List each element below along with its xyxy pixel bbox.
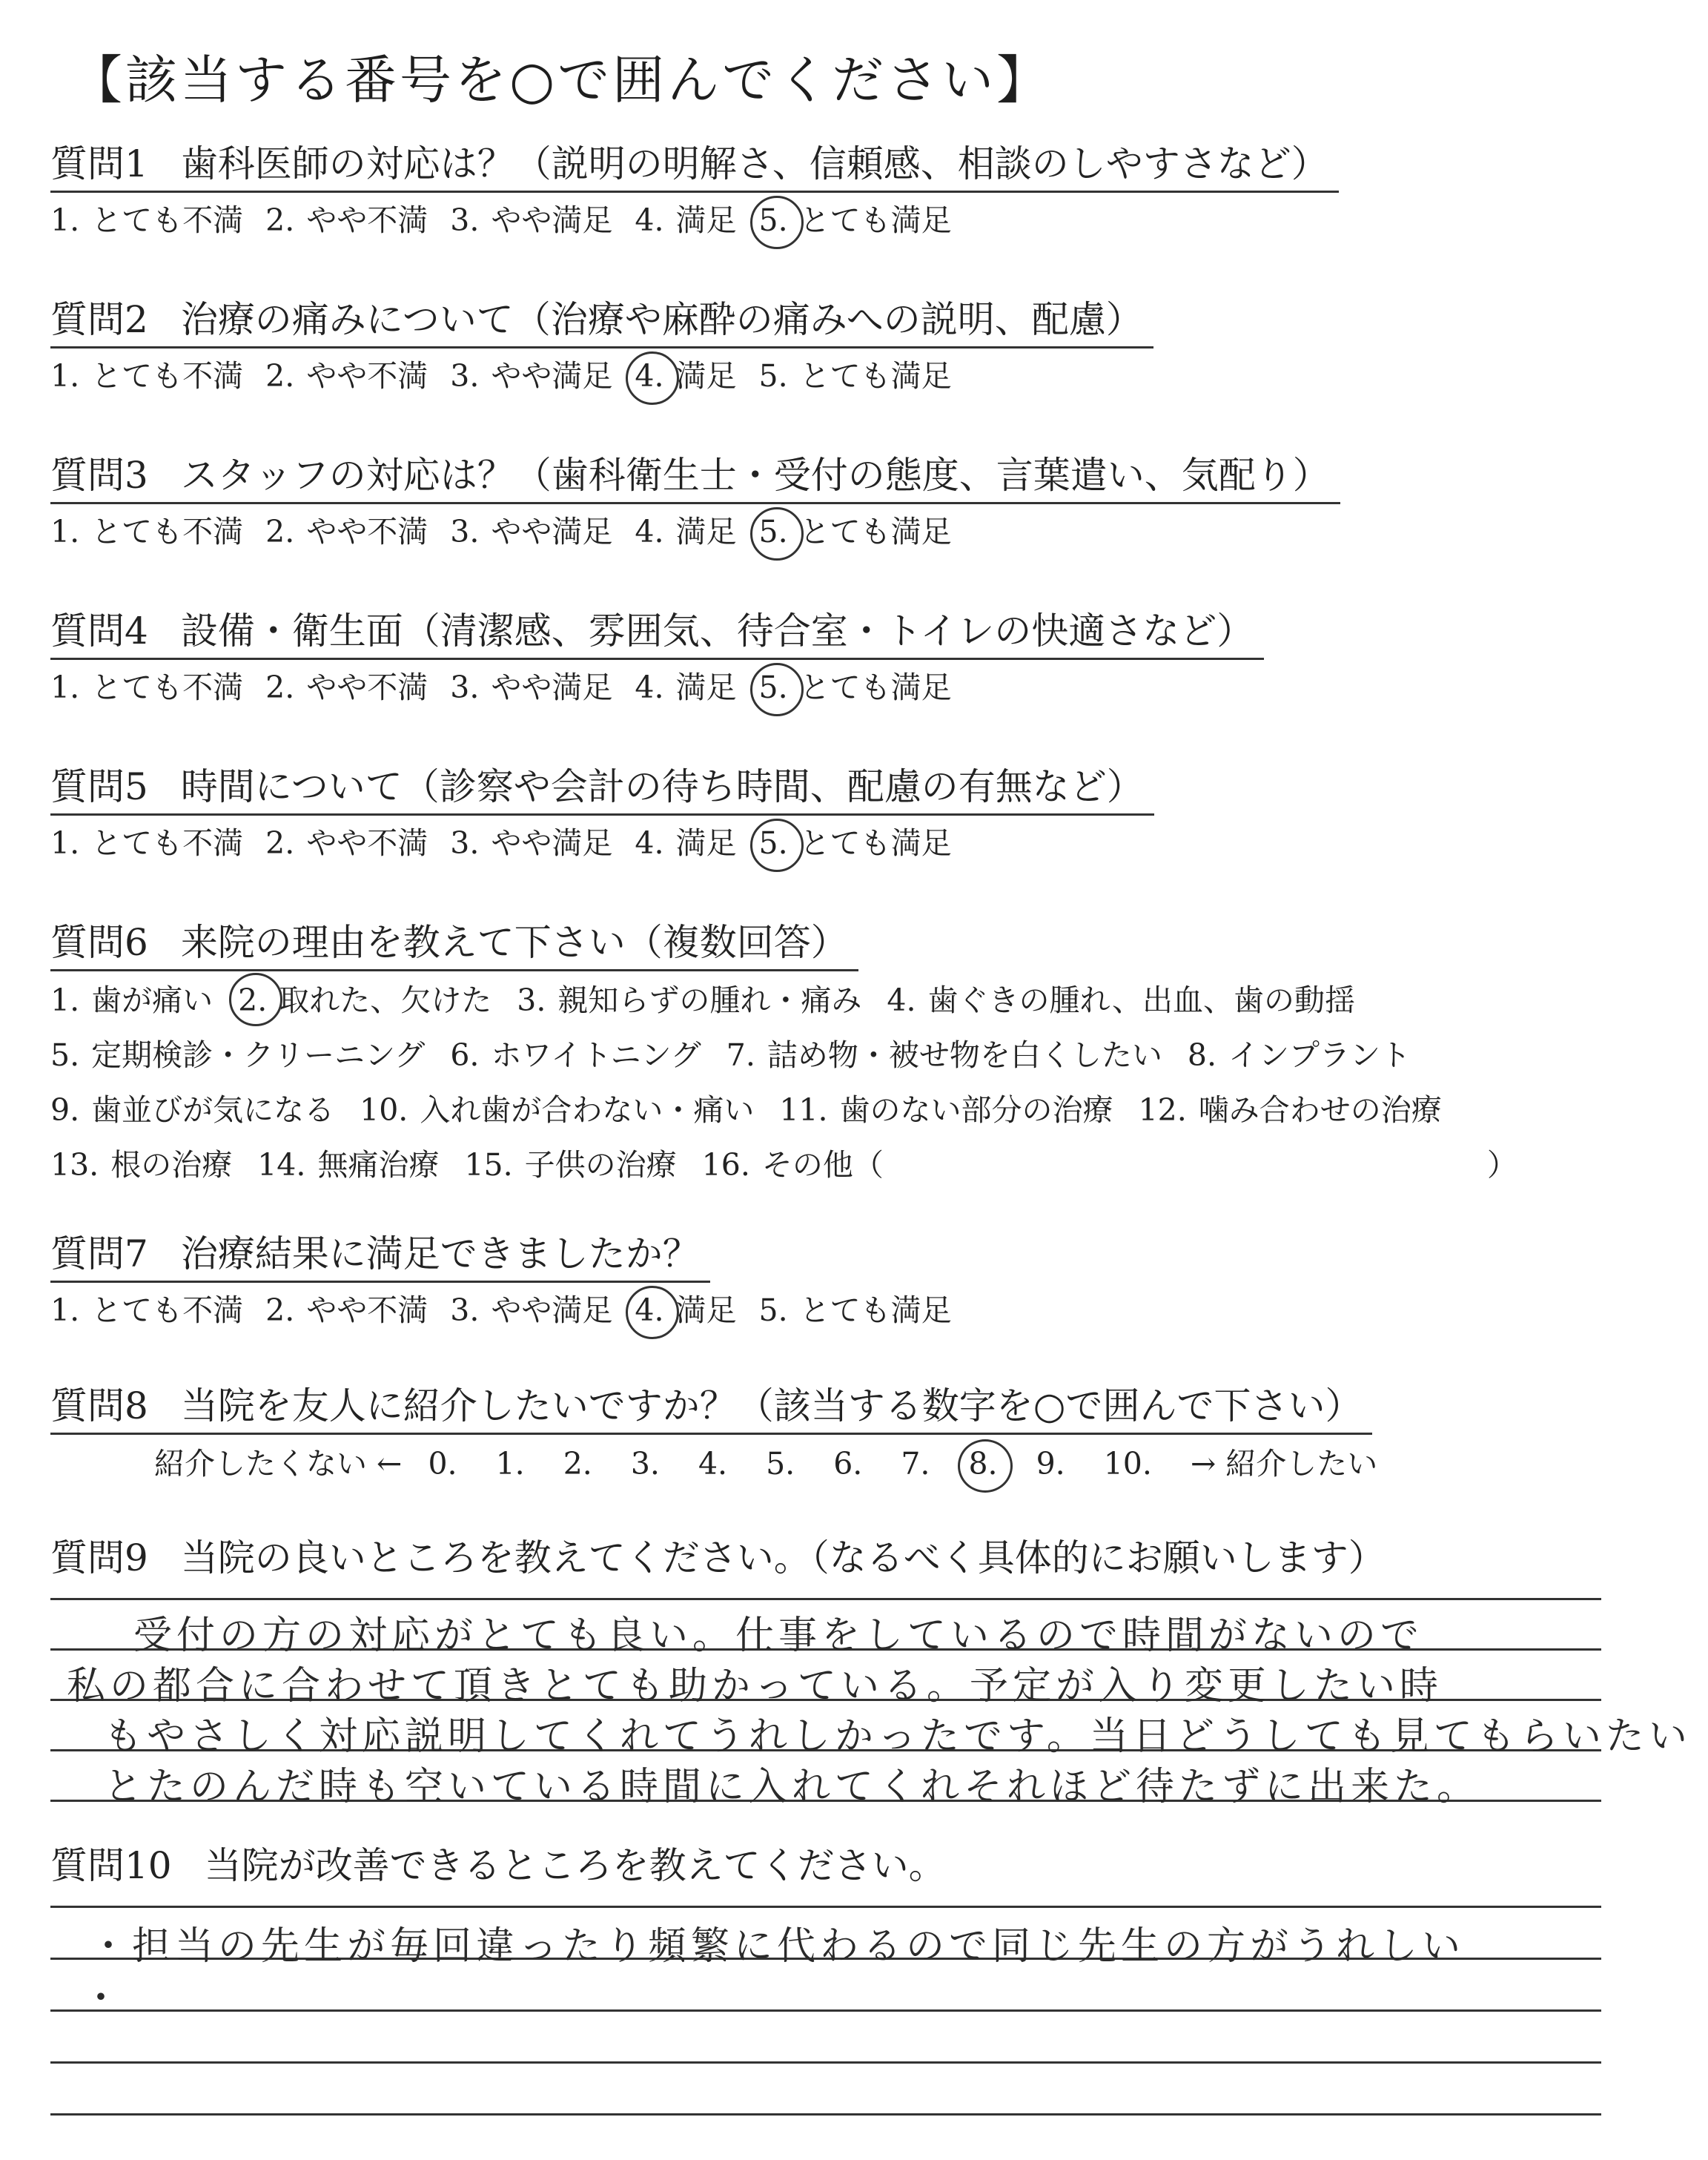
option-number: 3. — [450, 670, 480, 705]
option-label: やや不満 — [306, 825, 428, 861]
reason-option[interactable] — [50, 1029, 425, 1081]
question-number: 質問5 — [50, 765, 148, 808]
option-number: 2. — [238, 982, 268, 1018]
option-number: 1. — [50, 514, 80, 549]
option-number: 11. — [779, 1092, 828, 1128]
scale-value[interactable]: 10. — [1103, 1446, 1152, 1482]
q9-answer-line: 受付の方の対応がとても良い。仕事をしているので時間がないので — [133, 1614, 1424, 1658]
reason-row — [50, 1139, 1517, 1191]
option-number: 3. — [450, 202, 480, 238]
q9-answer-line: とたのんだ時も空いている時間に入れてくれそれほど待たずに出来た。 — [104, 1765, 1480, 1809]
question-5-heading — [50, 760, 1154, 816]
question-10 — [50, 1839, 956, 1892]
question-1 — [50, 137, 1339, 243]
rating-option[interactable] — [450, 197, 612, 243]
option-number: 5. — [758, 825, 788, 861]
reason-option[interactable] — [1188, 1029, 1411, 1081]
question-number: 質問10 — [50, 1844, 172, 1887]
option-label: やや満足 — [491, 358, 613, 394]
reason-row — [50, 974, 1517, 1026]
question-number: 質問9 — [50, 1536, 148, 1579]
option-label: 満足 — [675, 825, 737, 861]
option-number: 5. — [758, 670, 788, 705]
question-2-options — [50, 353, 1153, 399]
option-number: 1. — [50, 358, 80, 394]
q9-answer-line: 私の都合に合わせて頂きとても助かっている。予定が入り変更したい時 — [67, 1664, 1443, 1708]
question-10-heading — [50, 1839, 956, 1892]
option-label: 満足 — [675, 514, 737, 549]
rating-option[interactable] — [635, 509, 736, 555]
option-number: 5. — [758, 358, 788, 394]
question-text: 当院を友人に紹介したいですか？（該当する数字を○で囲んで下さい） — [180, 1384, 1363, 1427]
question-5-options — [50, 820, 1154, 866]
question-7 — [50, 1227, 974, 1333]
question-text: 設備・衛生面（清潔感、雰囲気、待合室・トイレの快適さなど） — [180, 610, 1254, 653]
q10-answer-line: ・ — [82, 1976, 125, 2021]
option-number: 9. — [50, 1092, 80, 1128]
scale-value[interactable]: 4. — [698, 1446, 728, 1482]
reason-row — [50, 1084, 1517, 1136]
option-number: 2. — [265, 670, 295, 705]
rating-option[interactable] — [759, 353, 952, 399]
question-4-options — [50, 664, 1264, 710]
rating-option[interactable] — [635, 353, 736, 399]
option-label: やや不満 — [306, 1292, 428, 1328]
option-label: 満足 — [675, 202, 737, 238]
question-number: 質問1 — [50, 142, 148, 185]
option-label: やや満足 — [491, 1292, 613, 1328]
option-label: ホワイトニング — [491, 1037, 701, 1073]
option-number: 14. — [257, 1147, 306, 1183]
option-number: 1. — [50, 670, 80, 705]
reason-option[interactable] — [360, 1084, 754, 1136]
rating-option[interactable] — [50, 1287, 243, 1333]
reason-option[interactable] — [517, 974, 861, 1026]
question-9-heading — [50, 1531, 1396, 1585]
option-label: やや不満 — [306, 670, 428, 705]
option-number: 12. — [1138, 1092, 1187, 1128]
question-text: 治療結果に満足できましたか？ — [180, 1232, 700, 1275]
option-number: 2. — [265, 1292, 295, 1328]
question-number: 質問4 — [50, 610, 148, 653]
question-4 — [50, 604, 1264, 710]
reason-option[interactable] — [238, 974, 491, 1026]
question-3-heading — [50, 449, 1340, 504]
option-label: 親知らずの腫れ・痛み — [557, 982, 862, 1018]
reason-option[interactable] — [779, 1084, 1113, 1136]
question-2-heading — [50, 293, 1153, 349]
option-number: 4. — [635, 358, 664, 394]
option-label: やや満足 — [491, 514, 613, 549]
option-number: 15. — [464, 1147, 513, 1183]
rating-option[interactable] — [759, 509, 952, 555]
question-3-options — [50, 509, 1340, 555]
option-label: とても不満 — [91, 358, 244, 394]
option-number: 2. — [265, 202, 295, 238]
reason-option[interactable] — [450, 1029, 701, 1081]
option-label: 歯並びが気になる — [91, 1092, 335, 1128]
recommend-scale — [154, 1441, 1377, 1487]
option-number: 1. — [50, 202, 80, 238]
reason-option[interactable] — [464, 1139, 676, 1191]
question-3 — [50, 449, 1340, 555]
question-6-heading — [50, 916, 858, 971]
option-number: 8. — [1187, 1037, 1217, 1073]
option-label: とても満足 — [799, 670, 952, 705]
scale-value[interactable]: 0. — [428, 1446, 457, 1482]
option-label: 定期検診・クリーニング — [91, 1037, 426, 1073]
rating-option[interactable] — [635, 820, 736, 866]
option-number: 10. — [360, 1092, 408, 1128]
question-text: 歯科医師の対応は？（説明の明解さ、信頼感、相談のしやすさなど） — [180, 142, 1328, 185]
option-label: やや不満 — [306, 358, 428, 394]
scale-value[interactable]: 8. — [968, 1441, 997, 1487]
rating-option[interactable] — [450, 509, 612, 555]
option-label: 満足 — [675, 1292, 737, 1328]
page-title: 【該当する番号を○で囲んでください】 — [70, 50, 1052, 110]
rating-option[interactable] — [265, 1287, 428, 1333]
rating-option[interactable] — [50, 353, 243, 399]
scale-value[interactable]: 7. — [901, 1446, 930, 1482]
option-label: 根の治療 — [110, 1147, 233, 1183]
reason-option[interactable] — [887, 974, 1355, 1026]
question-number: 質問6 — [50, 921, 148, 964]
rating-option[interactable] — [635, 1287, 736, 1333]
rating-option[interactable] — [265, 664, 428, 710]
option-label: とても満足 — [799, 825, 952, 861]
scale-value[interactable]: 9. — [1036, 1446, 1065, 1482]
option-number: 5. — [50, 1037, 80, 1073]
option-number: 4. — [635, 514, 664, 549]
reason-option[interactable] — [50, 1139, 232, 1191]
option-label: とても満足 — [799, 358, 952, 394]
question-number: 質問3 — [50, 454, 148, 497]
option-number: 5. — [758, 1292, 788, 1328]
rating-option[interactable] — [759, 197, 952, 243]
question-8-heading — [50, 1379, 1372, 1435]
question-1-options — [50, 197, 1339, 243]
q9-answer-line: もやさしく対応説明してくれてうれしかったです。当日どうしても見てもらいたい — [104, 1714, 1692, 1759]
option-label: とても不満 — [91, 825, 244, 861]
option-label: 満足 — [675, 358, 737, 394]
option-number: 5. — [758, 202, 788, 238]
scale-value[interactable]: 5. — [766, 1446, 795, 1482]
rating-option[interactable] — [50, 197, 243, 243]
rating-option[interactable] — [635, 197, 736, 243]
rating-option[interactable] — [450, 1287, 612, 1333]
option-number: 1. — [50, 825, 80, 861]
option-label: とても不満 — [91, 202, 244, 238]
option-number: 6. — [450, 1037, 480, 1073]
rating-option[interactable] — [50, 509, 243, 555]
question-number: 質問8 — [50, 1384, 148, 1427]
rating-option[interactable] — [450, 664, 612, 710]
option-label: とても満足 — [799, 514, 952, 549]
question-2 — [50, 293, 1153, 399]
scale-low-label: 紹介したくない ← — [154, 1446, 403, 1482]
rating-option[interactable] — [265, 353, 428, 399]
option-label: 入れ歯が合わない・痛い — [420, 1092, 755, 1128]
question-text: 治療の痛みについて（治療や麻酔の痛みへの説明、配慮） — [180, 298, 1143, 341]
option-number: 4. — [635, 670, 664, 705]
q10-answer-line: ・担当の先生が毎回違ったり頻繁に代わるので同じ先生の方がうれしい — [89, 1924, 1466, 1969]
option-label: やや満足 — [491, 825, 613, 861]
option-label: その他（ — [761, 1147, 884, 1183]
question-1-heading — [50, 137, 1339, 193]
option-number: 3. — [450, 825, 480, 861]
question-7-heading — [50, 1227, 710, 1283]
scale-value[interactable]: 2. — [563, 1446, 592, 1482]
option-label: 詰め物・被せ物を白くしたい — [767, 1037, 1162, 1073]
question-text: 時間について（診察や会計の待ち時間、配慮の有無など） — [180, 765, 1144, 808]
question-text: 当院の良いところを教えてください。（なるべく具体的にお願いします） — [180, 1536, 1386, 1579]
option-number: 1. — [50, 1292, 80, 1328]
reason-option[interactable] — [257, 1139, 439, 1191]
rating-option[interactable] — [265, 820, 428, 866]
scale-value[interactable]: 1. — [495, 1446, 525, 1482]
option-number: 3. — [517, 982, 546, 1018]
option-number: 2. — [265, 514, 295, 549]
reason-option[interactable] — [702, 1139, 884, 1191]
option-label: やや満足 — [491, 670, 613, 705]
option-number: 2. — [265, 358, 295, 394]
option-label: とても満足 — [799, 1292, 952, 1328]
option-number: 3. — [450, 358, 480, 394]
question-number: 質問2 — [50, 298, 148, 341]
rating-option[interactable] — [635, 664, 736, 710]
option-number: 4. — [887, 982, 916, 1018]
option-number: 7. — [726, 1037, 755, 1073]
option-label: インプラント — [1228, 1037, 1411, 1073]
rating-option[interactable] — [759, 820, 952, 866]
option-label: やや不満 — [306, 514, 428, 549]
rating-option[interactable] — [265, 197, 428, 243]
option-label: 取れた、欠けた — [279, 982, 492, 1018]
option-label: とても不満 — [91, 1292, 244, 1328]
option-number: 4. — [635, 825, 664, 861]
reason-option[interactable] — [50, 974, 213, 1026]
option-number: 16. — [701, 1147, 750, 1183]
option-number: 13. — [50, 1147, 99, 1183]
other-close-paren: ） — [1486, 1147, 1517, 1183]
question-7-options — [50, 1287, 974, 1333]
rating-option[interactable] — [265, 509, 428, 555]
option-label: とても不満 — [91, 514, 244, 549]
reason-option[interactable] — [1139, 1084, 1442, 1136]
option-number: 4. — [635, 1292, 664, 1328]
option-number: 2. — [265, 825, 295, 861]
option-label: 子供の治療 — [524, 1147, 677, 1183]
reason-row — [50, 1029, 1517, 1081]
rating-option[interactable] — [450, 353, 612, 399]
question-8 — [50, 1379, 1377, 1487]
question-4-heading — [50, 604, 1264, 660]
option-label: とても不満 — [91, 670, 244, 705]
scale-high-label: → 紹介したい — [1190, 1446, 1378, 1482]
question-6 — [50, 916, 1517, 1191]
question-text: 来院の理由を教えて下さい（複数回答） — [180, 921, 848, 964]
rating-option[interactable] — [50, 820, 243, 866]
option-label: 無痛治療 — [317, 1147, 440, 1183]
option-number: 1. — [50, 982, 80, 1018]
rating-option[interactable] — [450, 820, 612, 866]
option-number: 3. — [450, 1292, 480, 1328]
reason-option[interactable] — [50, 1084, 334, 1136]
reason-option[interactable] — [726, 1029, 1162, 1081]
option-label: 満足 — [675, 670, 737, 705]
scale-value[interactable]: 6. — [833, 1446, 863, 1482]
rating-option[interactable] — [50, 664, 243, 710]
question-5 — [50, 760, 1154, 866]
question-number: 質問7 — [50, 1232, 148, 1275]
option-label: やや不満 — [306, 202, 428, 238]
option-label: 歯ぐきの腫れ、出血、歯の動揺 — [927, 982, 1355, 1018]
option-label: 噛み合わせの治療 — [1198, 1092, 1442, 1128]
option-label: 歯が痛い — [91, 982, 214, 1018]
question-text: 当院が改善できるところを教えてください。 — [204, 1844, 946, 1887]
question-9 — [50, 1531, 1396, 1585]
option-number: 5. — [758, 514, 788, 549]
option-label: やや満足 — [491, 202, 613, 238]
option-label: 歯のない部分の治療 — [839, 1092, 1113, 1128]
question-text: スタッフの対応は？（歯科衛生士・受付の態度、言葉遣い、気配り） — [180, 454, 1330, 497]
option-number: 4. — [635, 202, 664, 238]
option-number: 3. — [450, 514, 480, 549]
rating-option[interactable] — [759, 664, 952, 710]
scale-value[interactable]: 3. — [630, 1446, 660, 1482]
option-label: とても満足 — [799, 202, 952, 238]
rating-option[interactable] — [759, 1287, 952, 1333]
